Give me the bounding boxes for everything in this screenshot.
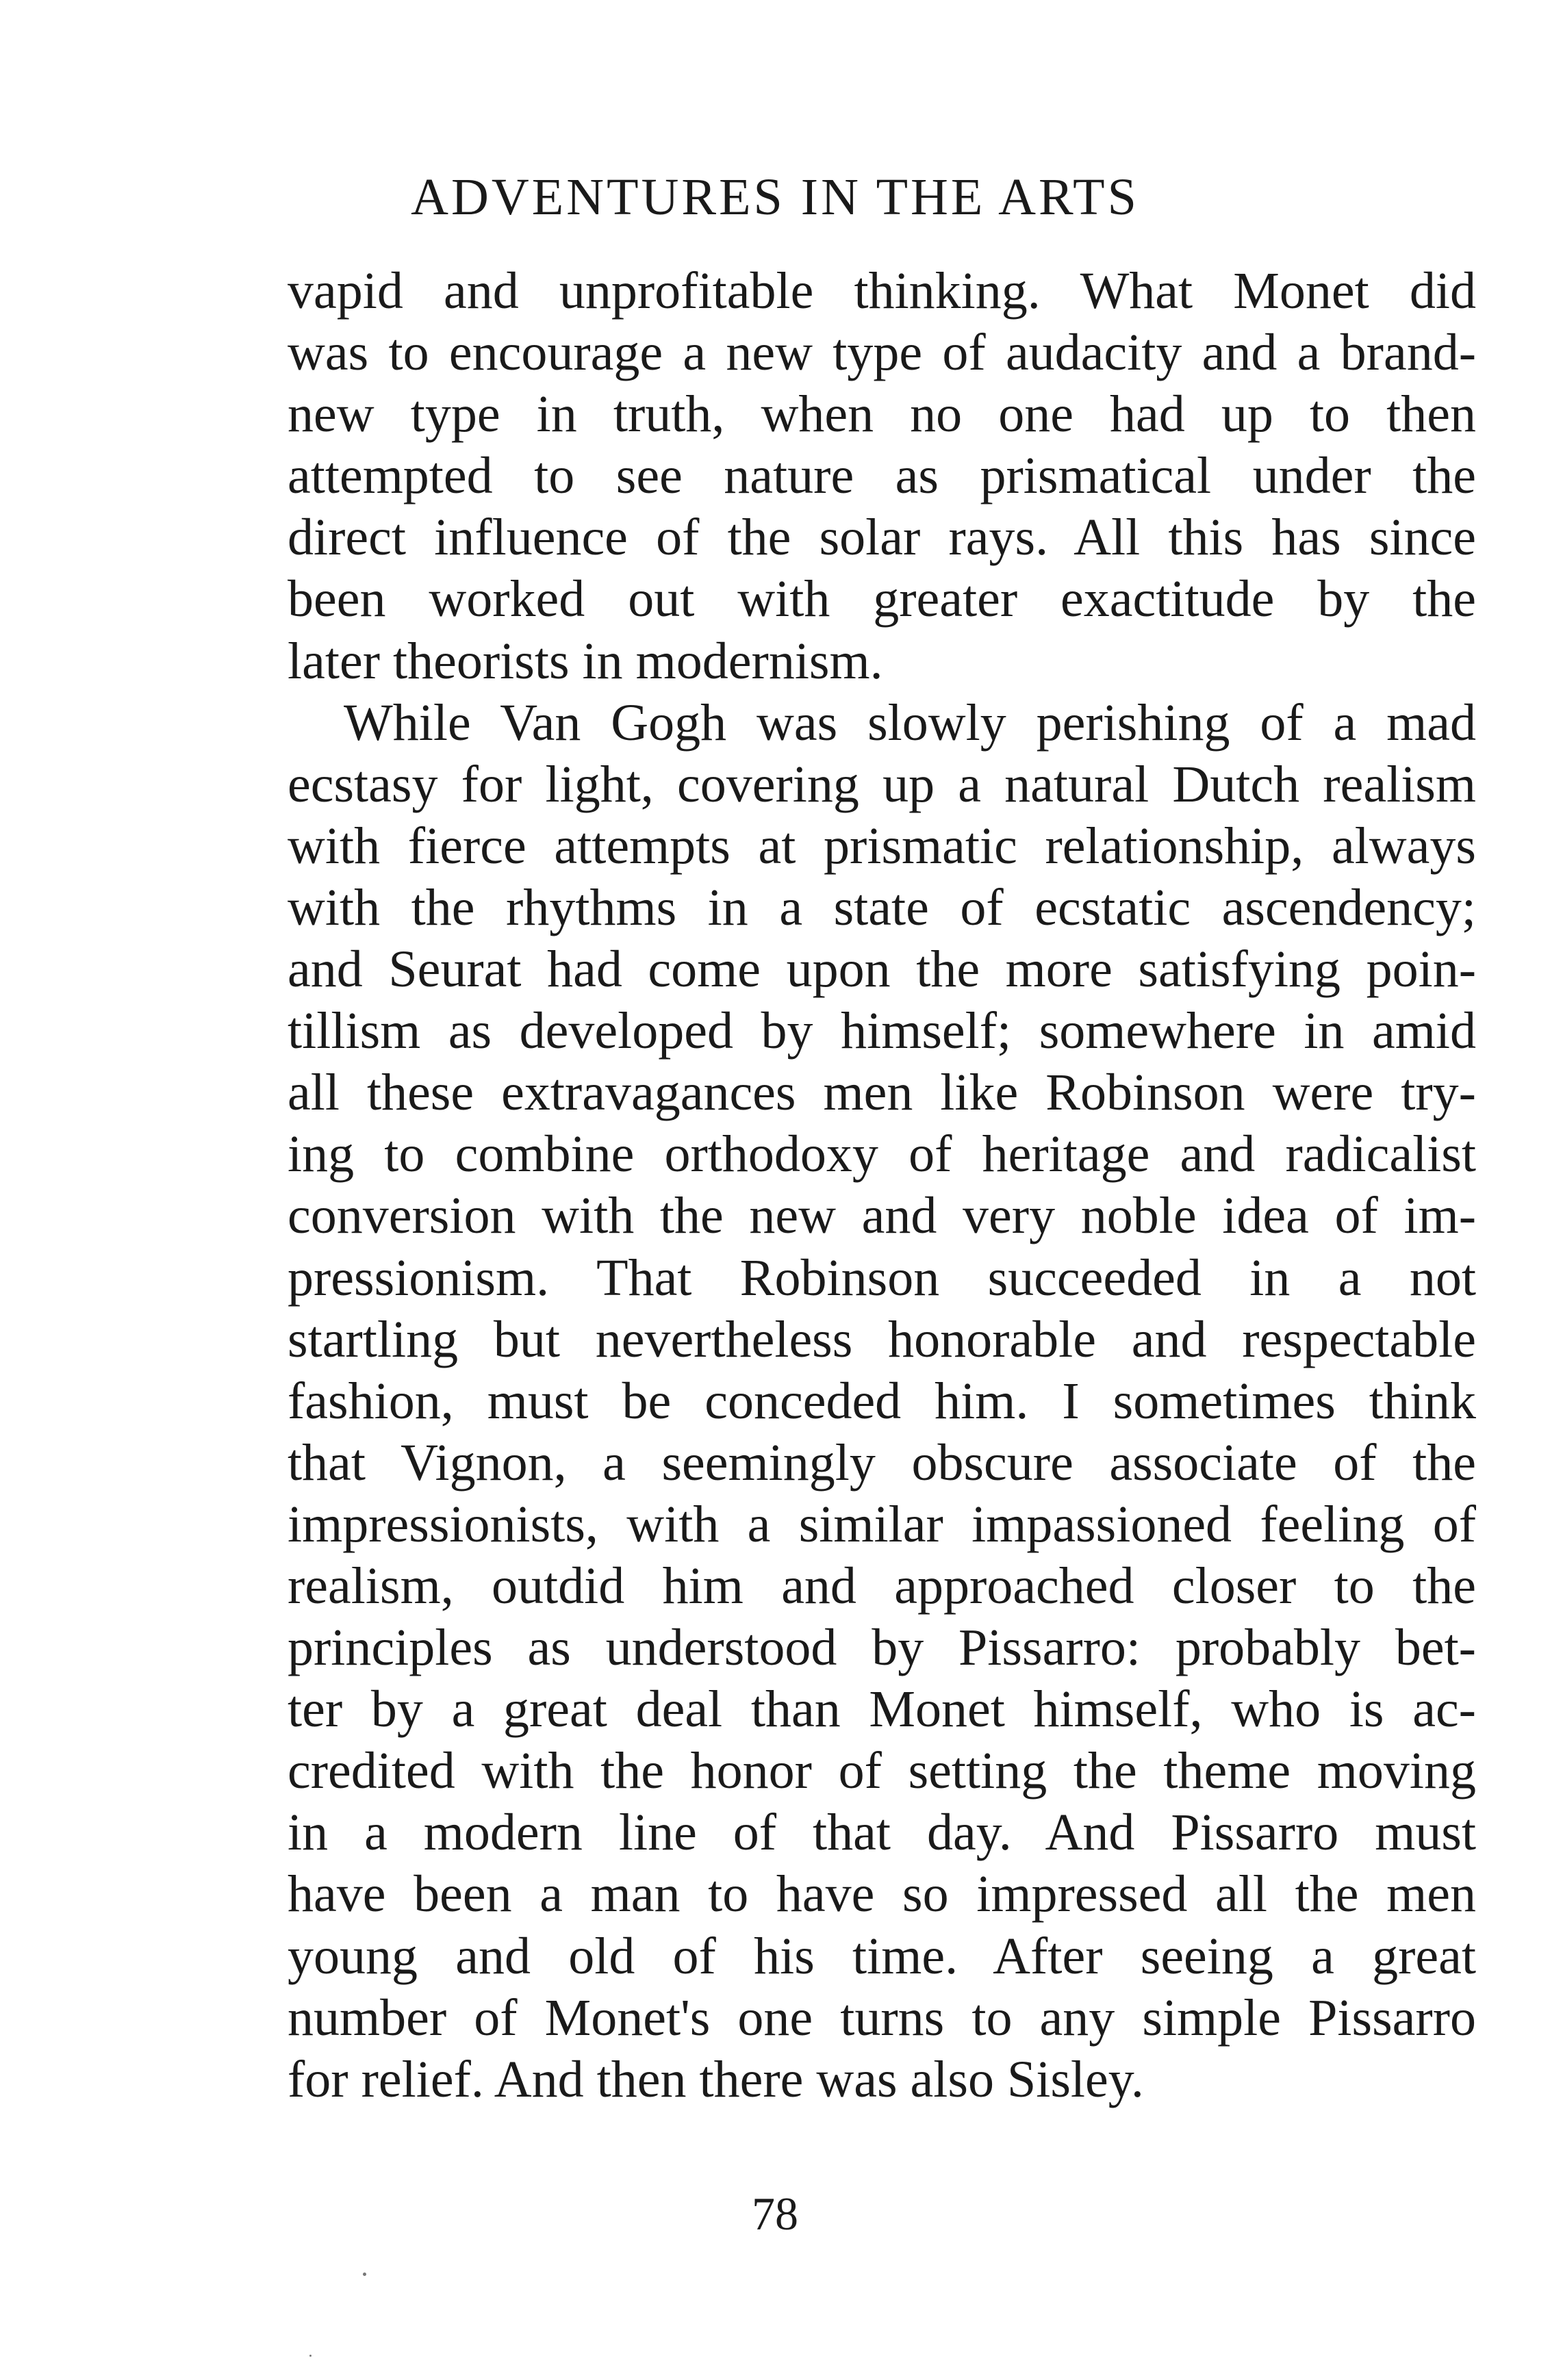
text-line: pressionism. That Robinson succeeded in a not <box>288 1249 1476 1307</box>
text-line: been worked out with greater exactitude by the <box>288 570 1476 628</box>
text-line: While Van Gogh was slowly perishing of a mad <box>344 693 1476 752</box>
text-line: young and old of his time. After seeing a great <box>288 1927 1476 1985</box>
text-line: in a modern line of that day. And Pissarro must <box>288 1804 1476 1862</box>
text-line: tillism as developed by himself; somewhere in amid <box>288 1002 1476 1060</box>
paper-speck <box>363 2273 366 2276</box>
text-line: and Seurat had come upon the more satisfying poin- <box>288 941 1476 999</box>
text-line: have been a man to have so impressed all the men <box>288 1865 1476 1923</box>
text-line: later theorists in modernism. <box>288 632 883 690</box>
page-number: 78 <box>752 2188 798 2240</box>
text-line: for relief. And then there was also Sisley. <box>288 2050 1144 2108</box>
text-line: ter by a great deal than Monet himself, who is ac- <box>288 1680 1476 1739</box>
paragraph-2 <box>288 692 1476 2110</box>
text-line: that Vignon, a seemingly obscure associate of the <box>288 1433 1476 1492</box>
text-line: ecstasy for light, covering up a natural Dutch realism <box>288 755 1476 813</box>
text-line: ing to combine orthodoxy of heritage and radicalist <box>288 1125 1476 1183</box>
text-line: conversion with the new and very noble idea of im- <box>288 1187 1476 1245</box>
text-line: direct influence of the solar rays. All this has since <box>288 509 1476 567</box>
text-line: attempted to see nature as prismatical under the <box>288 447 1476 505</box>
text-line: with fierce attempts at prismatic relationship, always <box>288 817 1476 875</box>
running-head: ADVENTURES IN THE ARTS <box>411 168 1139 226</box>
text-line: fashion, must be conceded him. I sometimes think <box>288 1372 1476 1430</box>
text-line: all these extravagances men like Robinson were try- <box>288 1064 1476 1122</box>
text-line: with the rhythms in a state of ecstatic ascendency; <box>288 878 1476 936</box>
paper-speck <box>309 2355 312 2357</box>
text-line: number of Monet's one turns to any simple Pissarro <box>288 1988 1476 2047</box>
text-line: new type in truth, when no one had up to then <box>288 385 1476 444</box>
text-line: vapid and unprofitable thinking. What Monet did <box>288 262 1476 320</box>
text-line: principles as understood by Pissarro: probably bet- <box>288 1619 1476 1677</box>
body-text <box>288 260 1476 2110</box>
text-line: was to encourage a new type of audacity and a brand- <box>288 324 1476 382</box>
text-line: impressionists, with a similar impassioned feeling of <box>288 1495 1476 1553</box>
text-line: credited with the honor of setting the theme moving <box>288 1742 1476 1800</box>
text-line: startling but nevertheless honorable and respectable <box>288 1310 1476 1368</box>
paragraph-1 <box>288 260 1476 692</box>
text-line: realism, outdid him and approached closer to the <box>288 1557 1476 1615</box>
